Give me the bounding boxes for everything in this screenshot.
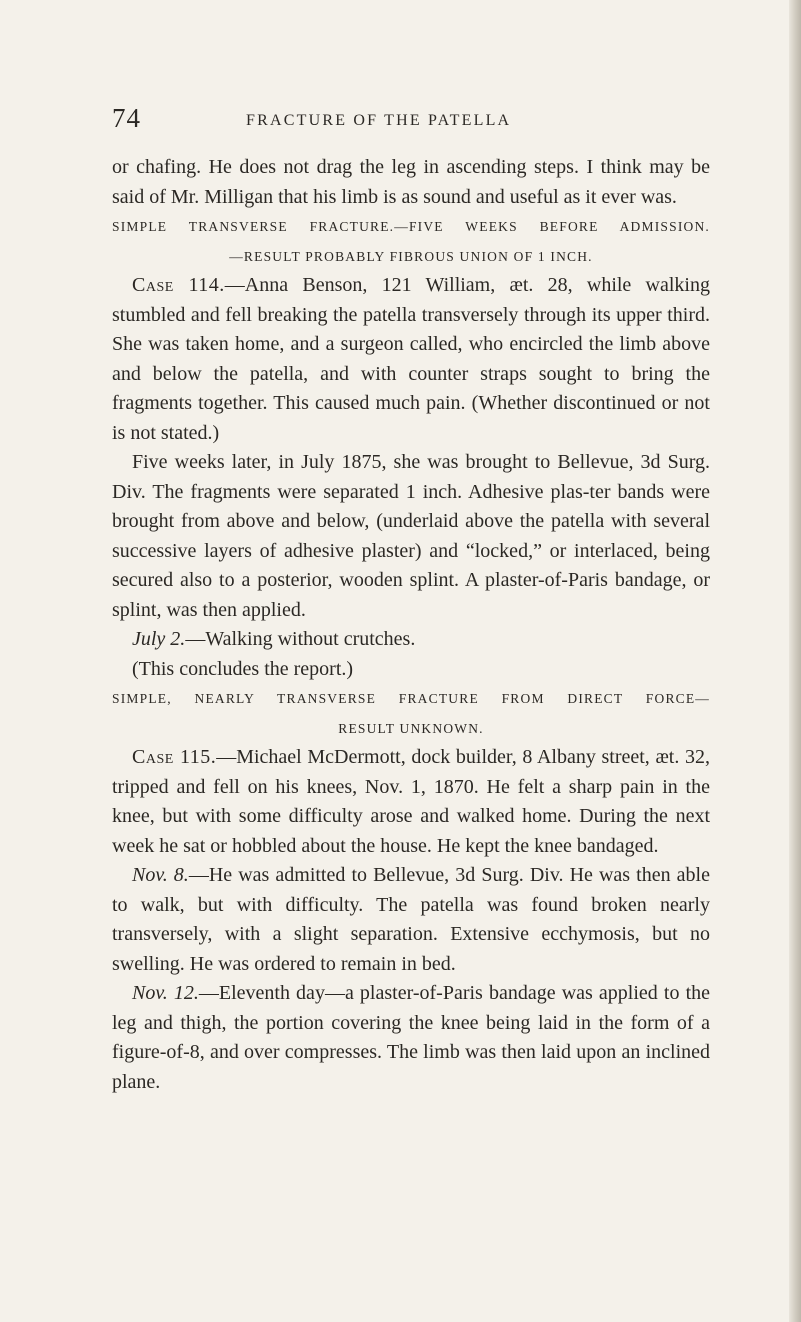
section-heading-2a: SIMPLE, NEARLY TRANSVERSE FRACTURE FROM DIRECT FORCE— (112, 691, 710, 706)
page-header (112, 103, 712, 137)
nov-8-paragraph (112, 861, 710, 979)
concludes-paragraph: (This concludes the report.) (132, 657, 354, 680)
july-paragraph (112, 625, 710, 655)
running-title: FRACTURE OF THE PATELLA (246, 112, 512, 129)
nov-8-text: —He was admitted to Bellevue, 3d Surg. Div. He was then able to walk, but with difficulty. The patella was found broken nearly transversely, with a slight separation. Extensive ecchymosis, but no swelling. He was ordered to remain in bed. (112, 864, 710, 975)
case-115-text: —Michael McDermott, dock builder, 8 Albany street, æt. 32, tripped and fell on his knees, Nov. 1, 1870. He felt a sharp pain in the knee, but with some difficulty arose and walked home. During the next week he sat or hobbled about the house. He kept the knee bandaged. (112, 746, 710, 857)
case-115-paragraph (112, 743, 710, 861)
page-edge (789, 0, 801, 1322)
case-114-label: Case 114. (132, 274, 225, 296)
paragraph-continuation: or chafing. He does not drag the leg in ascending steps. I think may be said of Mr. Milligan that his limb is as sound and useful as it ever was. (112, 156, 710, 208)
nov-12-text: —Eleventh day—a plaster-of-Paris bandage was applied to the leg and thigh, the portion covering the knee being laid in the form of a figure-of-8, and over compresses. The limb was then laid upon an inclined plane. (112, 982, 710, 1093)
body-text (112, 153, 710, 1097)
case-114-text: —Anna Benson, 121 William, æt. 28, while walking stumbled and fell breaking the patella transversely through its upper third. She was taken home, and a surgeon called, who encircled the limb above and below the patella, and with counter straps sought to bring the fragments together. This caused much pain. (Whether discontinued or not is not stated.) (112, 274, 710, 444)
july-label: July 2. (132, 628, 186, 650)
nov-8-label: Nov. 8. (132, 864, 189, 886)
section-heading-1a: SIMPLE TRANSVERSE FRACTURE.—FIVE WEEKS BEFORE ADMISSION. (112, 219, 710, 234)
section-heading-2b: RESULT UNKNOWN. (338, 720, 484, 736)
five-weeks-paragraph: Five weeks later, in July 1875, she was brought to Bellevue, 3d Surg. Div. The fragments were separated 1 inch. Adhesive plas-ter bands were brought from above and below, (underlaid above the patella with several successive layers of adhesive plaster) and “locked,” or interlaced, being secured also to a posterior, wooden splint. A plaster-of-Paris bandage, or splint, was then applied. (112, 451, 710, 621)
case-114-paragraph (112, 271, 710, 448)
july-text: —Walking without crutches. (185, 628, 416, 650)
section-heading-1b: —RESULT PROBABLY FIBROUS UNION OF 1 INCH. (229, 248, 593, 264)
case-115-label: Case 115. (132, 746, 217, 768)
nov-12-paragraph (112, 979, 710, 1097)
page-number: 74 (112, 103, 141, 133)
nov-12-label: Nov. 12. (132, 982, 199, 1004)
